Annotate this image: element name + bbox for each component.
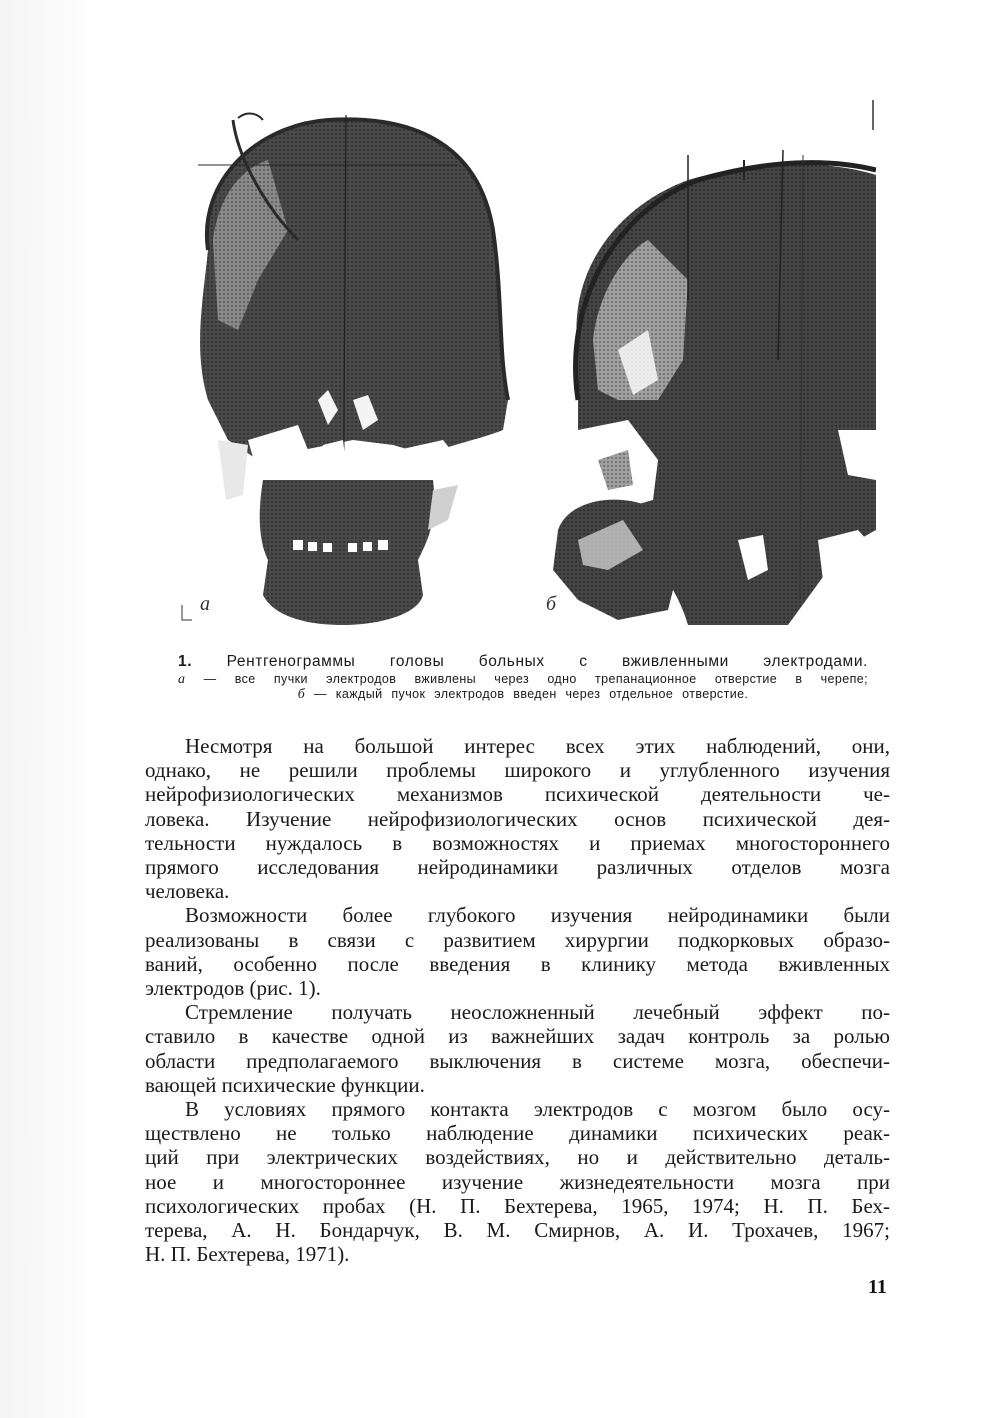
text-line: Возможности более глубокого изучения нейродинамики были (185, 903, 890, 928)
xray-lateral-image (538, 100, 876, 625)
figure-title: Рентгенограммы головы больных с вживленными электродами. (226, 653, 868, 670)
figure-caption (178, 652, 868, 702)
page-margin-shade (0, 0, 100, 1418)
text-line: ций при электрических воздействиях, но и действительно деталь- (145, 1145, 890, 1170)
text-line: нейрофизиологических механизмов психической деятельности че- (145, 782, 890, 807)
legend-key-a: а (178, 672, 186, 687)
caption-title (178, 652, 868, 672)
text-line: психологических пробах (Н. П. Бехтерева, 1965, 1974; Н. П. Бех- (145, 1193, 890, 1218)
paragraph-4 (145, 1097, 890, 1266)
text-line: электродов (рис. 1). (145, 976, 321, 1001)
text-line: области предполагаемого выключения в системе мозга, обеспечи- (145, 1048, 890, 1073)
body-text (145, 734, 890, 1266)
panel-label-b: б (546, 593, 557, 615)
xray-frontal-image (178, 100, 533, 625)
figure-1 (178, 100, 878, 630)
text-line: Н. П. Бехтерева, 1971). (145, 1242, 350, 1267)
legend-text-b: — каждый пучок электродов введен через отдельное отверстие. (305, 687, 749, 701)
text-line: вающей психические функции. (145, 1072, 425, 1097)
text-line: реализованы в связи с развитием хирургии подкорковых образо- (145, 927, 890, 952)
text-line: однако, не решили проблемы широкого и углубленного изучения (145, 758, 890, 783)
figure-number: 1. (178, 653, 193, 670)
paragraph-3 (145, 1000, 890, 1097)
text-line: прямого исследования нейродинамики различных отделов мозга (145, 855, 890, 880)
text-line: ное и многостороннее изучение жизнедеятельности мозга при (145, 1169, 890, 1194)
text-line: Несмотря на большой интерес всех этих наблюдений, они, (185, 734, 890, 758)
panel-label-a: а (200, 593, 210, 615)
text-line: ловека. Изучение нейрофизиологических основ психической дея- (145, 806, 890, 831)
text-line: Стремление получать неосложненный лечебный эффект по- (185, 1000, 890, 1025)
text-line: тельности нуждалось в возможностях и приемах многостороннего (145, 830, 890, 855)
paragraph-2 (145, 903, 890, 1000)
text-line: В условиях прямого контакта электродов с мозгом было осу- (185, 1097, 890, 1122)
page-number: 11 (868, 1276, 887, 1298)
text-line: человека. (145, 879, 230, 904)
paragraph-1 (145, 734, 890, 903)
caption-legend-a (178, 672, 868, 687)
legend-text-a: — все пучки электродов вживлены через одно трепанационное отверстие в черепе; (185, 672, 868, 686)
caption-legend-b (178, 687, 868, 702)
legend-key-b: б (297, 687, 306, 702)
text-line: терева, А. Н. Бондарчук, В. М. Смирнов, А. И. Трохачев, 1967; (145, 1218, 890, 1243)
text-line: ставило в качестве одной из важнейших задач контроль за ролью (145, 1024, 890, 1049)
text-line: ществлено не только наблюдение динамики психических реак- (145, 1121, 890, 1146)
text-line: ваний, особенно после введения в клинику метода вживленных (145, 951, 890, 976)
